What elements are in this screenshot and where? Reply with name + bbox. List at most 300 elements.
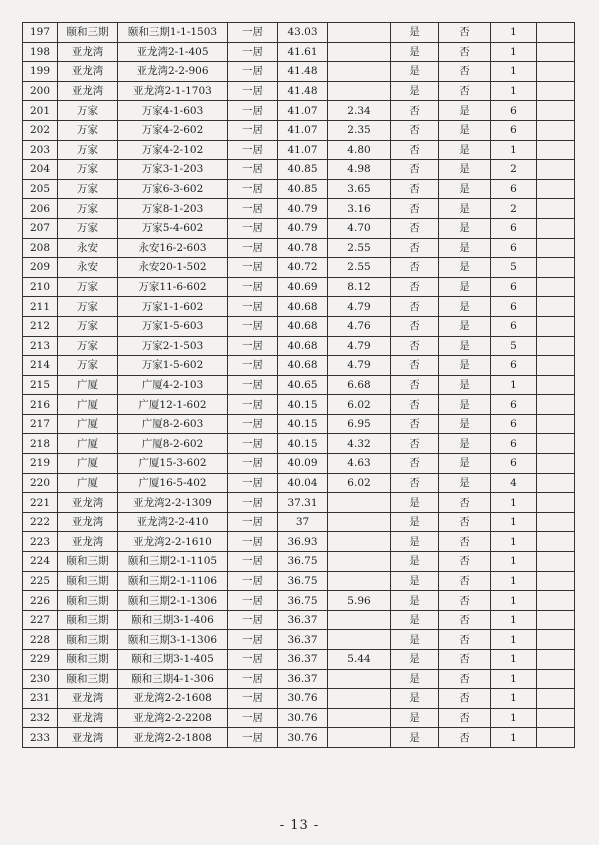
area-cell: 40.72	[278, 258, 328, 278]
layout-type-cell: 一居	[228, 23, 278, 43]
layout-type-cell: 一居	[228, 395, 278, 415]
flag-a-cell: 是	[391, 81, 439, 101]
flag-b-cell: 是	[439, 454, 491, 474]
flag-b-cell: 是	[439, 218, 491, 238]
extra-area-cell: 6.68	[328, 375, 391, 395]
layout-type-cell: 一居	[228, 218, 278, 238]
flag-b-cell: 是	[439, 414, 491, 434]
area-cell: 40.69	[278, 277, 328, 297]
flag-a-cell: 是	[391, 552, 439, 572]
table-row	[23, 552, 575, 572]
community-cell: 颐和三期	[58, 669, 118, 689]
unit-number-cell: 颐和三期2-1-1105	[118, 552, 228, 572]
row-index-cell: 233	[23, 728, 58, 748]
area-cell: 41.07	[278, 140, 328, 160]
count-cell: 6	[491, 316, 537, 336]
count-cell: 1	[491, 610, 537, 630]
layout-type-cell: 一居	[228, 336, 278, 356]
row-index-cell: 218	[23, 434, 58, 454]
table-row	[23, 414, 575, 434]
layout-type-cell: 一居	[228, 101, 278, 121]
community-cell: 颐和三期	[58, 23, 118, 43]
layout-type-cell: 一居	[228, 297, 278, 317]
remark-cell	[537, 356, 575, 376]
row-index-cell: 231	[23, 689, 58, 709]
community-cell: 广厦	[58, 395, 118, 415]
count-cell: 6	[491, 120, 537, 140]
remark-cell	[537, 336, 575, 356]
count-cell: 1	[491, 708, 537, 728]
table-row	[23, 277, 575, 297]
unit-number-cell: 广厦4-2-103	[118, 375, 228, 395]
flag-b-cell: 是	[439, 297, 491, 317]
table-row	[23, 336, 575, 356]
area-cell: 36.37	[278, 630, 328, 650]
extra-area-cell: 4.98	[328, 160, 391, 180]
extra-area-cell	[328, 689, 391, 709]
flag-b-cell: 是	[439, 473, 491, 493]
row-index-cell: 227	[23, 610, 58, 630]
table-row	[23, 179, 575, 199]
area-cell: 40.04	[278, 473, 328, 493]
page-number: - 13 -	[279, 818, 320, 833]
community-cell: 广厦	[58, 434, 118, 454]
layout-type-cell: 一居	[228, 512, 278, 532]
remark-cell	[537, 120, 575, 140]
remark-cell	[537, 728, 575, 748]
layout-type-cell: 一居	[228, 473, 278, 493]
community-cell: 亚龙湾	[58, 532, 118, 552]
count-cell: 1	[491, 512, 537, 532]
row-index-cell: 211	[23, 297, 58, 317]
area-cell: 41.07	[278, 120, 328, 140]
flag-a-cell: 否	[391, 120, 439, 140]
table-row	[23, 571, 575, 591]
table-row	[23, 120, 575, 140]
flag-a-cell: 否	[391, 375, 439, 395]
flag-b-cell: 否	[439, 630, 491, 650]
table-row	[23, 493, 575, 513]
layout-type-cell: 一居	[228, 630, 278, 650]
extra-area-cell	[328, 610, 391, 630]
flag-b-cell: 否	[439, 512, 491, 532]
table-row	[23, 454, 575, 474]
community-cell: 万家	[58, 120, 118, 140]
unit-number-cell: 万家6-3-602	[118, 179, 228, 199]
remark-cell	[537, 689, 575, 709]
row-index-cell: 224	[23, 552, 58, 572]
flag-b-cell: 是	[439, 336, 491, 356]
unit-number-cell: 颐和三期3-1-1306	[118, 630, 228, 650]
unit-number-cell: 万家3-1-203	[118, 160, 228, 180]
count-cell: 6	[491, 101, 537, 121]
extra-area-cell	[328, 493, 391, 513]
area-cell: 30.76	[278, 708, 328, 728]
community-cell: 万家	[58, 277, 118, 297]
unit-number-cell: 万家1-5-603	[118, 316, 228, 336]
community-cell: 万家	[58, 179, 118, 199]
row-index-cell: 200	[23, 81, 58, 101]
flag-b-cell: 是	[439, 179, 491, 199]
unit-number-cell: 颐和三期2-1-1306	[118, 591, 228, 611]
unit-number-cell: 亚龙湾2-2-1309	[118, 493, 228, 513]
area-cell: 36.37	[278, 669, 328, 689]
flag-a-cell: 否	[391, 258, 439, 278]
flag-a-cell: 否	[391, 395, 439, 415]
layout-type-cell: 一居	[228, 160, 278, 180]
flag-a-cell: 否	[391, 414, 439, 434]
extra-area-cell	[328, 42, 391, 62]
unit-number-cell: 亚龙湾2-2-410	[118, 512, 228, 532]
unit-number-cell: 万家4-2-102	[118, 140, 228, 160]
count-cell: 1	[491, 81, 537, 101]
row-index-cell: 206	[23, 199, 58, 219]
unit-number-cell: 广厦15-3-602	[118, 454, 228, 474]
flag-a-cell: 是	[391, 571, 439, 591]
row-index-cell: 213	[23, 336, 58, 356]
extra-area-cell	[328, 571, 391, 591]
flag-a-cell: 是	[391, 62, 439, 82]
count-cell: 6	[491, 277, 537, 297]
row-index-cell: 199	[23, 62, 58, 82]
remark-cell	[537, 258, 575, 278]
table-row	[23, 650, 575, 670]
unit-number-cell: 亚龙湾2-2-906	[118, 62, 228, 82]
area-cell: 37	[278, 512, 328, 532]
table-row	[23, 42, 575, 62]
remark-cell	[537, 414, 575, 434]
extra-area-cell: 4.79	[328, 297, 391, 317]
layout-type-cell: 一居	[228, 62, 278, 82]
row-index-cell: 216	[23, 395, 58, 415]
unit-number-cell: 颐和三期4-1-306	[118, 669, 228, 689]
area-cell: 36.93	[278, 532, 328, 552]
table-row	[23, 23, 575, 43]
row-index-cell: 202	[23, 120, 58, 140]
count-cell: 1	[491, 493, 537, 513]
flag-a-cell: 是	[391, 650, 439, 670]
layout-type-cell: 一居	[228, 140, 278, 160]
row-index-cell: 214	[23, 356, 58, 376]
table-row	[23, 218, 575, 238]
unit-number-cell: 万家4-2-602	[118, 120, 228, 140]
extra-area-cell: 4.80	[328, 140, 391, 160]
table-row	[23, 101, 575, 121]
table-row	[23, 297, 575, 317]
area-cell: 40.15	[278, 395, 328, 415]
table-row	[23, 708, 575, 728]
community-cell: 万家	[58, 336, 118, 356]
extra-area-cell: 2.35	[328, 120, 391, 140]
table-row	[23, 81, 575, 101]
layout-type-cell: 一居	[228, 356, 278, 376]
table-row	[23, 610, 575, 630]
layout-type-cell: 一居	[228, 552, 278, 572]
flag-a-cell: 否	[391, 179, 439, 199]
flag-a-cell: 是	[391, 512, 439, 532]
count-cell: 5	[491, 336, 537, 356]
table-row	[23, 512, 575, 532]
community-cell: 颐和三期	[58, 630, 118, 650]
unit-number-cell: 亚龙湾2-2-2208	[118, 708, 228, 728]
count-cell: 2	[491, 199, 537, 219]
area-cell: 40.85	[278, 179, 328, 199]
count-cell: 6	[491, 356, 537, 376]
extra-area-cell	[328, 552, 391, 572]
remark-cell	[537, 708, 575, 728]
remark-cell	[537, 650, 575, 670]
flag-a-cell: 否	[391, 140, 439, 160]
count-cell: 1	[491, 650, 537, 670]
area-cell: 40.68	[278, 336, 328, 356]
unit-number-cell: 万家1-5-602	[118, 356, 228, 376]
table-row	[23, 140, 575, 160]
remark-cell	[537, 473, 575, 493]
count-cell: 1	[491, 728, 537, 748]
area-cell: 41.61	[278, 42, 328, 62]
table-row	[23, 591, 575, 611]
extra-area-cell: 4.79	[328, 356, 391, 376]
count-cell: 6	[491, 434, 537, 454]
unit-number-cell: 广厦16-5-402	[118, 473, 228, 493]
community-cell: 颐和三期	[58, 591, 118, 611]
area-cell: 36.37	[278, 650, 328, 670]
remark-cell	[537, 454, 575, 474]
flag-a-cell: 否	[391, 434, 439, 454]
remark-cell	[537, 669, 575, 689]
unit-number-cell: 万家5-4-602	[118, 218, 228, 238]
community-cell: 颐和三期	[58, 610, 118, 630]
community-cell: 亚龙湾	[58, 62, 118, 82]
community-cell: 颐和三期	[58, 650, 118, 670]
area-cell: 40.68	[278, 356, 328, 376]
remark-cell	[537, 532, 575, 552]
remark-cell	[537, 101, 575, 121]
flag-a-cell: 否	[391, 277, 439, 297]
flag-a-cell: 否	[391, 101, 439, 121]
count-cell: 1	[491, 552, 537, 572]
row-index-cell: 198	[23, 42, 58, 62]
remark-cell	[537, 395, 575, 415]
community-cell: 万家	[58, 140, 118, 160]
flag-b-cell: 是	[439, 101, 491, 121]
unit-number-cell: 亚龙湾2-2-1608	[118, 689, 228, 709]
flag-b-cell: 否	[439, 23, 491, 43]
remark-cell	[537, 199, 575, 219]
extra-area-cell: 4.70	[328, 218, 391, 238]
flag-a-cell: 否	[391, 160, 439, 180]
count-cell: 1	[491, 689, 537, 709]
flag-b-cell: 是	[439, 375, 491, 395]
flag-b-cell: 否	[439, 708, 491, 728]
table-row	[23, 62, 575, 82]
remark-cell	[537, 160, 575, 180]
row-index-cell: 209	[23, 258, 58, 278]
area-cell: 36.75	[278, 552, 328, 572]
unit-number-cell: 万家4-1-603	[118, 101, 228, 121]
count-cell: 1	[491, 532, 537, 552]
count-cell: 1	[491, 62, 537, 82]
row-index-cell: 217	[23, 414, 58, 434]
count-cell: 6	[491, 218, 537, 238]
community-cell: 广厦	[58, 454, 118, 474]
area-cell: 41.48	[278, 81, 328, 101]
flag-b-cell: 否	[439, 552, 491, 572]
row-index-cell: 204	[23, 160, 58, 180]
flag-a-cell: 是	[391, 591, 439, 611]
remark-cell	[537, 630, 575, 650]
flag-b-cell: 否	[439, 591, 491, 611]
community-cell: 万家	[58, 101, 118, 121]
count-cell: 1	[491, 669, 537, 689]
community-cell: 亚龙湾	[58, 689, 118, 709]
flag-a-cell: 否	[391, 297, 439, 317]
flag-a-cell: 否	[391, 356, 439, 376]
community-cell: 颐和三期	[58, 552, 118, 572]
area-cell: 30.76	[278, 689, 328, 709]
flag-b-cell: 是	[439, 434, 491, 454]
community-cell: 永安	[58, 238, 118, 258]
row-index-cell: 201	[23, 101, 58, 121]
layout-type-cell: 一居	[228, 669, 278, 689]
layout-type-cell: 一居	[228, 179, 278, 199]
flag-b-cell: 是	[439, 238, 491, 258]
row-index-cell: 212	[23, 316, 58, 336]
layout-type-cell: 一居	[228, 454, 278, 474]
flag-b-cell: 是	[439, 356, 491, 376]
area-cell: 40.68	[278, 316, 328, 336]
extra-area-cell: 4.79	[328, 336, 391, 356]
remark-cell	[537, 571, 575, 591]
extra-area-cell: 5.96	[328, 591, 391, 611]
flag-b-cell: 是	[439, 199, 491, 219]
table-row	[23, 395, 575, 415]
layout-type-cell: 一居	[228, 199, 278, 219]
layout-type-cell: 一居	[228, 708, 278, 728]
layout-type-cell: 一居	[228, 258, 278, 278]
unit-number-cell: 颐和三期3-1-405	[118, 650, 228, 670]
layout-type-cell: 一居	[228, 650, 278, 670]
count-cell: 1	[491, 140, 537, 160]
row-index-cell: 225	[23, 571, 58, 591]
flag-a-cell: 是	[391, 493, 439, 513]
row-index-cell: 210	[23, 277, 58, 297]
community-cell: 万家	[58, 297, 118, 317]
extra-area-cell	[328, 23, 391, 43]
flag-b-cell: 是	[439, 140, 491, 160]
flag-a-cell: 是	[391, 610, 439, 630]
extra-area-cell: 2.55	[328, 258, 391, 278]
extra-area-cell: 6.02	[328, 473, 391, 493]
unit-number-cell: 永安20-1-502	[118, 258, 228, 278]
row-index-cell: 230	[23, 669, 58, 689]
flag-a-cell: 否	[391, 454, 439, 474]
layout-type-cell: 一居	[228, 610, 278, 630]
remark-cell	[537, 62, 575, 82]
row-index-cell: 203	[23, 140, 58, 160]
flag-a-cell: 是	[391, 532, 439, 552]
unit-number-cell: 亚龙湾2-2-1610	[118, 532, 228, 552]
remark-cell	[537, 23, 575, 43]
unit-number-cell: 永安16-2-603	[118, 238, 228, 258]
remark-cell	[537, 591, 575, 611]
area-cell: 40.68	[278, 297, 328, 317]
table-row	[23, 160, 575, 180]
remark-cell	[537, 552, 575, 572]
count-cell: 1	[491, 375, 537, 395]
community-cell: 亚龙湾	[58, 512, 118, 532]
community-cell: 广厦	[58, 473, 118, 493]
area-cell: 37.31	[278, 493, 328, 513]
table-row	[23, 630, 575, 650]
unit-number-cell: 亚龙湾2-1-1703	[118, 81, 228, 101]
count-cell: 6	[491, 179, 537, 199]
community-cell: 万家	[58, 218, 118, 238]
extra-area-cell: 4.76	[328, 316, 391, 336]
layout-type-cell: 一居	[228, 689, 278, 709]
extra-area-cell	[328, 669, 391, 689]
community-cell: 广厦	[58, 414, 118, 434]
extra-area-cell: 6.95	[328, 414, 391, 434]
extra-area-cell: 8.12	[328, 277, 391, 297]
flag-b-cell: 否	[439, 689, 491, 709]
flag-b-cell: 是	[439, 120, 491, 140]
extra-area-cell	[328, 62, 391, 82]
unit-number-cell: 亚龙湾2-2-1808	[118, 728, 228, 748]
layout-type-cell: 一居	[228, 728, 278, 748]
count-cell: 4	[491, 473, 537, 493]
area-cell: 41.48	[278, 62, 328, 82]
remark-cell	[537, 375, 575, 395]
layout-type-cell: 一居	[228, 277, 278, 297]
table-row	[23, 689, 575, 709]
extra-area-cell	[328, 708, 391, 728]
area-cell: 43.03	[278, 23, 328, 43]
layout-type-cell: 一居	[228, 42, 278, 62]
community-cell: 万家	[58, 356, 118, 376]
remark-cell	[537, 218, 575, 238]
table-row	[23, 356, 575, 376]
flag-b-cell: 是	[439, 258, 491, 278]
row-index-cell: 221	[23, 493, 58, 513]
community-cell: 万家	[58, 316, 118, 336]
flag-b-cell: 否	[439, 650, 491, 670]
area-cell: 40.65	[278, 375, 328, 395]
extra-area-cell	[328, 81, 391, 101]
count-cell: 6	[491, 238, 537, 258]
unit-number-cell: 广厦8-2-602	[118, 434, 228, 454]
row-index-cell: 219	[23, 454, 58, 474]
unit-number-cell: 颐和三期1-1-1503	[118, 23, 228, 43]
layout-type-cell: 一居	[228, 81, 278, 101]
remark-cell	[537, 610, 575, 630]
layout-type-cell: 一居	[228, 316, 278, 336]
community-cell: 亚龙湾	[58, 708, 118, 728]
community-cell: 亚龙湾	[58, 81, 118, 101]
unit-number-cell: 万家1-1-602	[118, 297, 228, 317]
flag-a-cell: 是	[391, 728, 439, 748]
extra-area-cell: 3.16	[328, 199, 391, 219]
row-index-cell: 205	[23, 179, 58, 199]
remark-cell	[537, 81, 575, 101]
flag-a-cell: 是	[391, 630, 439, 650]
count-cell: 6	[491, 297, 537, 317]
area-cell: 41.07	[278, 101, 328, 121]
row-index-cell: 226	[23, 591, 58, 611]
flag-b-cell: 否	[439, 669, 491, 689]
layout-type-cell: 一居	[228, 414, 278, 434]
area-cell: 40.79	[278, 218, 328, 238]
